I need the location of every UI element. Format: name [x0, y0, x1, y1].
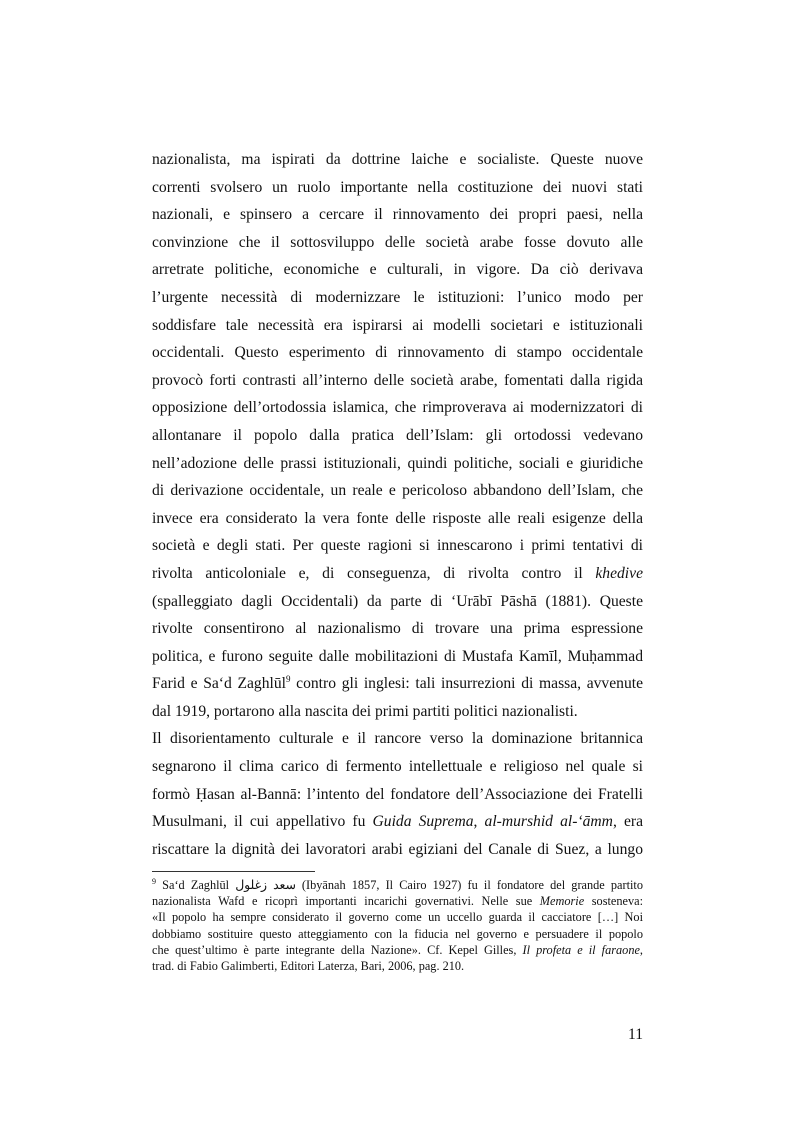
- body-text: [152, 146, 643, 863]
- footnote-line: [152, 877, 643, 893]
- italic-title-memorie: Memorie: [539, 894, 585, 909]
- body-line: [152, 670, 643, 698]
- body-line: rivolte consentirono al nazionalismo di trovare una prima espressione: [152, 620, 643, 638]
- body-line: correnti svolsero un ruolo importante nella costituzione dei nuovi stati: [152, 178, 643, 196]
- footnote-reference[interactable]: 9: [285, 674, 291, 685]
- italic-term-al-murshid: al-murshid al-‘āmm: [484, 813, 613, 831]
- body-line: società e degli stati. Per queste ragioni si innescarono i primi tentativi di: [152, 537, 643, 555]
- footnote-text-run: nazionalista Wafd e ricoprì importanti incarichi governativi. Nelle sue: [152, 894, 540, 909]
- footnote: [152, 877, 643, 974]
- footnote-number: 9: [152, 877, 156, 886]
- footnote-text-run: Sa‘d Zaghlūl: [156, 878, 236, 892]
- footnote-text-run: sosteneva:: [584, 894, 643, 909]
- body-line: riscattare la dignità dei lavoratori arabi egiziani del Canale di Suez, a lungo: [152, 840, 643, 858]
- body-line: nazionali, e spinsero a cercare il rinnovamento dei propri paesi, nella: [152, 206, 643, 224]
- body-line: provocò forti contrasti all’interno delle società arabe, fomentati dalla rigida: [152, 371, 643, 389]
- footnote-line: trad. di Fabio Galimberti, Editori Laterza, Bari, 2006, pag. 210.: [152, 959, 465, 974]
- body-text-run: , era: [612, 813, 643, 831]
- footnote-line: [152, 893, 643, 909]
- body-text-run: Farid e Sa‘d Zaghlūl: [152, 675, 286, 693]
- footnote-text-run: ,: [639, 942, 643, 957]
- italic-book-title: Il profeta e il faraone: [522, 942, 640, 957]
- body-text-run: contro gli inglesi: tali insurrezioni di massa, avvenute: [290, 675, 643, 693]
- body-line: formò Ḥasan al-Bannā: l’intento del fondatore dell’Associazione dei Fratelli: [152, 785, 643, 803]
- body-text-run: ,: [473, 813, 485, 831]
- body-line: nell’adozione delle prassi istituzionali, quindi politiche, sociali e giuridiche: [152, 454, 643, 472]
- body-line: politica, e furono seguite dalle mobilitazioni di Mustafa Kamīl, Muḥammad: [152, 647, 643, 665]
- body-line: [152, 808, 643, 836]
- body-line: occidentali. Questo esperimento di rinnovamento di stampo occidentale: [152, 344, 643, 362]
- body-text-run: Musulmani, il cui appellativo fu: [152, 813, 373, 831]
- body-line: arretrate politiche, economiche e culturali, in vigore. Da ciò derivava: [152, 261, 643, 279]
- body-line: (spalleggiato dagli Occidentali) da parte di ‘Urābī Pāshā (1881). Queste: [152, 592, 643, 610]
- body-line-paragraph-end: dal 1919, portarono alla nascita dei primi partiti politici nazionalisti.: [152, 702, 578, 720]
- body-text-run: rivolta anticoloniale e, di conseguenza, di rivolta contro il: [152, 564, 596, 582]
- body-line: di derivazione occidentale, un reale e pericoloso abbandono dell’Islam, che: [152, 482, 643, 500]
- footnote-line: dobbiamo sostituire questo atteggiamento con la fiducia nel governo e persuadere il popolo: [152, 926, 643, 941]
- body-line: soddisfare tale necessità era ispirarsi ai modelli societari e istituzionali: [152, 316, 643, 334]
- body-line: l’urgente necessità di modernizzare le istituzioni: l’unico modo per: [152, 288, 643, 306]
- body-line: opposizione dell’ortodossia islamica, che rimproverava ai modernizzatori di: [152, 399, 643, 417]
- footnote-line: «Il popolo ha sempre considerato il governo come un uccello guarda il cacciatore […] Noi: [152, 910, 643, 925]
- body-line: [152, 560, 643, 588]
- body-line: allontanare il popolo dalla pratica dell’Islam: gli ortodossi vedevano: [152, 426, 643, 444]
- footnote-line: [152, 942, 643, 958]
- body-line: convinzione che il sottosviluppo delle società arabe fosse dovuto alle: [152, 233, 643, 251]
- footnote-separator: [152, 871, 315, 872]
- arabic-name: سعد زغلول: [235, 878, 296, 892]
- body-line: Il disorientamento culturale e il rancore verso la dominazione britannica: [152, 730, 643, 748]
- italic-term-khedive: khedive: [595, 564, 643, 582]
- footnote-text-run: (Ibyānah 1857, Il Cairo 1927) fu il fondatore del grande partito: [295, 878, 643, 892]
- page-number: 11: [627, 1026, 643, 1043]
- italic-term-guida-suprema: Guida Suprema: [372, 813, 474, 831]
- footnote-text-run: che quest’ultimo è parte integrante della Nazione». Cf. Kepel Gilles,: [152, 942, 523, 957]
- body-line: nazionalista, ma ispirati da dottrine laiche e socialiste. Queste nuove: [152, 151, 643, 168]
- body-line: segnarono il clima carico di fermento intellettuale e religioso nel quale si: [152, 758, 643, 776]
- body-line: invece era considerato la vera fonte delle risposte alle reali esigenze della: [152, 509, 643, 527]
